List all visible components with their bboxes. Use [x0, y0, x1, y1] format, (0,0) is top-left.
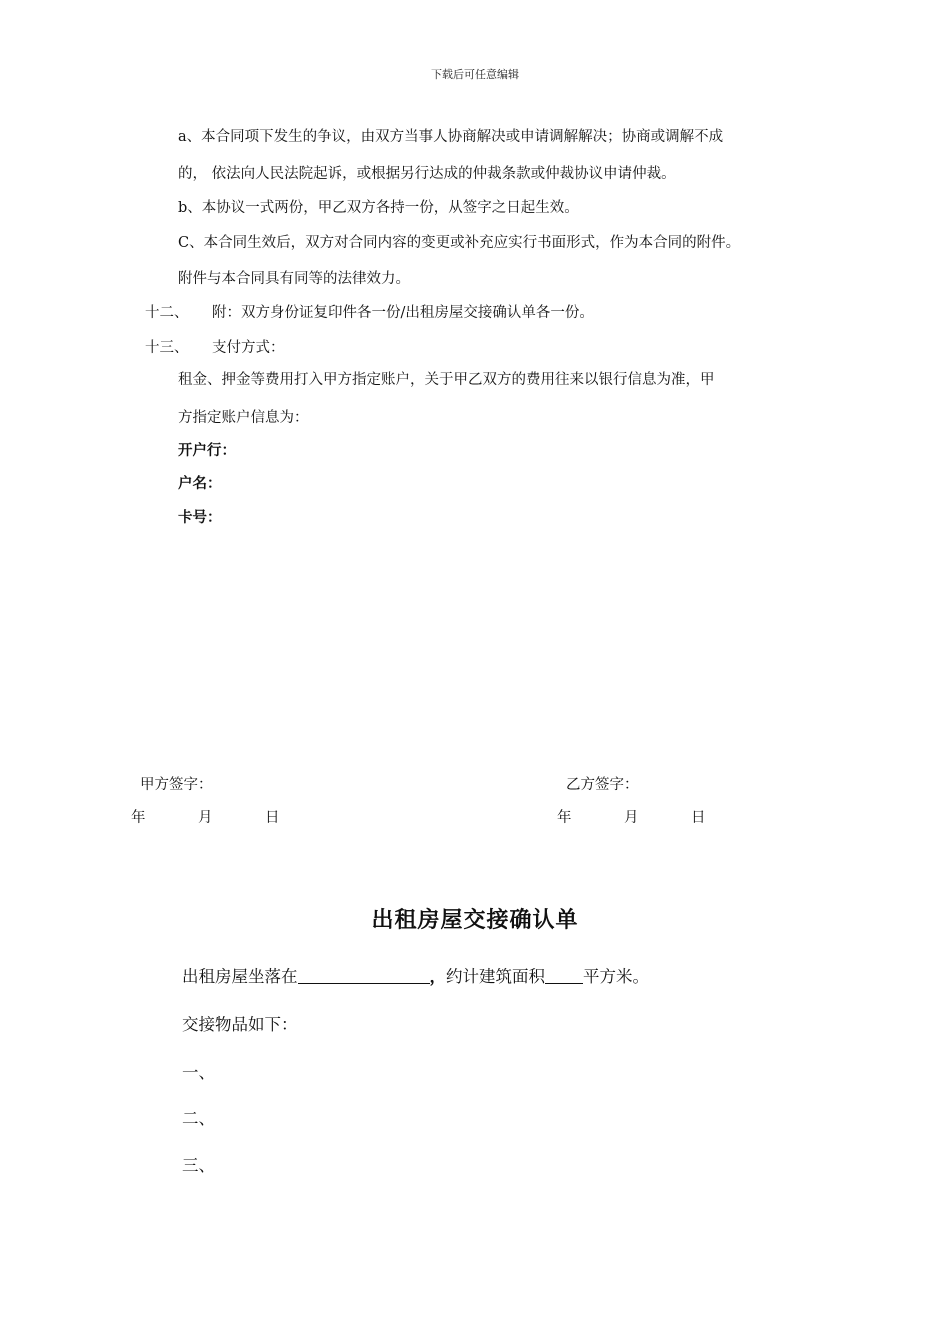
party-b-day: 日 [691, 810, 706, 826]
payment-line2: 方指定账户信息为： [178, 410, 309, 426]
account-name-label: 户名： [178, 476, 222, 492]
party-a-signature-label: 甲方签字： [140, 777, 213, 793]
item-one: 一、 [182, 1063, 215, 1082]
area-blank [545, 965, 583, 984]
item-three: 三、 [182, 1156, 215, 1175]
party-b-month: 月 [624, 810, 639, 826]
party-a-year: 年 [131, 810, 146, 826]
item-two: 二、 [182, 1109, 215, 1128]
article-twelve-text: 附：双方身份证复印件各一份/出租房屋交接确认单各一份。 [212, 305, 594, 321]
article-twelve-number: 十二、 [145, 305, 189, 321]
party-a-day: 日 [265, 810, 280, 826]
location-comma: ， [429, 967, 446, 986]
article-thirteen-text: 支付方式： [212, 340, 285, 356]
party-b-signature-label: 乙方签字： [566, 777, 639, 793]
items-intro: 交接物品如下： [182, 1015, 298, 1034]
area-suffix: 平方米。 [583, 967, 649, 986]
clause-b-line: b、本协议一式两份，甲乙双方各持一份，从签字之日起生效。 [178, 200, 579, 216]
article-thirteen-number: 十三、 [145, 340, 189, 356]
area-prefix: 约计建筑面积 [446, 967, 545, 986]
handover-title: 出租房屋交接确认单 [371, 908, 579, 933]
clause-a-line2: 的， 依法向人民法院起诉，或根据另行达成的仲裁条款或仲裁协议申请仲裁。 [178, 166, 676, 182]
bank-label: 开户行： [178, 443, 236, 459]
location-prefix: 出租房屋坐落在 [182, 967, 298, 986]
clause-a-line1: a、本合同项下发生的争议，由双方当事人协商解决或申请调解解决；协商或调解不成 [178, 129, 724, 145]
party-a-month: 月 [198, 810, 213, 826]
page-header: 下载后可任意编辑 [431, 68, 519, 81]
location-blank [298, 965, 430, 984]
card-number-label: 卡号： [178, 510, 222, 526]
party-b-year: 年 [557, 810, 572, 826]
clause-c-line1: C、本合同生效后，双方对合同内容的变更或补充应实行书面形式，作为本合同的附件。 [178, 235, 741, 251]
payment-line1: 租金、押金等费用打入甲方指定账户，关于甲乙双方的费用往来以银行信息为准，甲 [178, 372, 715, 388]
clause-c-line2: 附件与本合同具有同等的法律效力。 [178, 271, 410, 287]
location-line [182, 965, 649, 989]
